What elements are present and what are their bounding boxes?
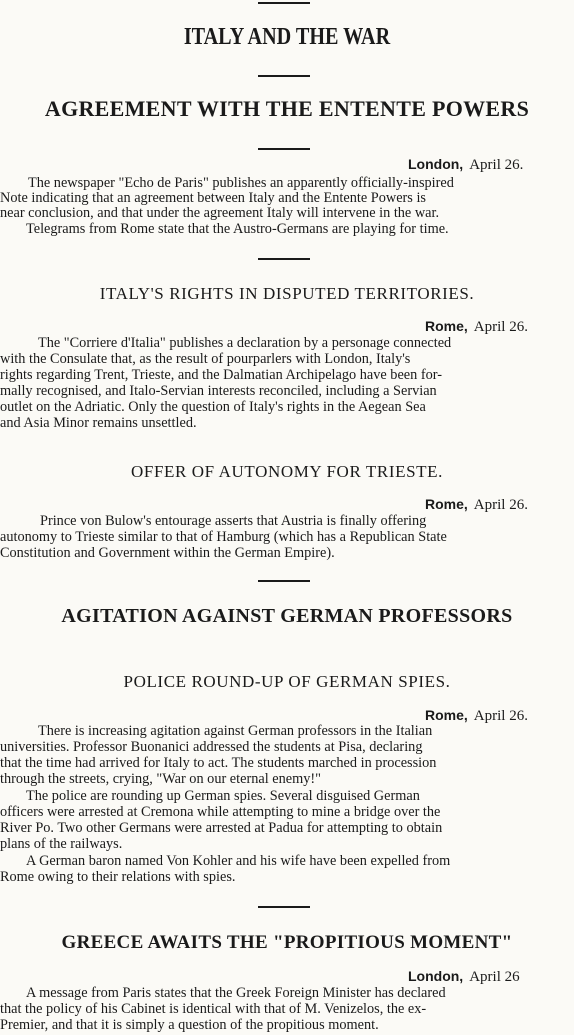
dateline-date: April 26: [469, 969, 520, 985]
article-line: that the time had arrived for Italy to act. The students marched in procession: [0, 755, 437, 771]
dateline-place: Rome,: [425, 318, 468, 334]
article-line: rights regarding Trent, Trieste, and the Dalmatian Archipelago have been for-: [0, 367, 443, 383]
dateline-date: April 26.: [469, 157, 524, 173]
article-heading: OFFER OF AUTONOMY FOR TRIESTE.: [131, 462, 443, 481]
article-line: A message from Paris states that the Greek Foreign Minister has declared: [26, 985, 446, 1001]
dateline: [408, 156, 523, 174]
article-line: Note indicating that an agreement between Italy and the Entente Powers is: [0, 190, 426, 206]
article-line: Telegrams from Rome state that the Austro-Germans are playing for time.: [26, 221, 449, 237]
article-line: Premier, and that it is simply a question of the propitious moment.: [0, 1017, 379, 1033]
article-line: through the streets, crying, "War on our eternal enemy!": [0, 771, 321, 787]
page-title: ITALY AND THE WAR: [183, 24, 391, 50]
dateline-place: London,: [408, 968, 464, 984]
dateline: [425, 496, 528, 514]
rule: [258, 75, 310, 77]
article-line: There is increasing agitation against German professors in the Italian: [38, 723, 433, 739]
article-line: plans of the railways.: [0, 836, 123, 852]
article-line: autonomy to Trieste similar to that of Hamburg (which has a Republican State: [0, 529, 447, 545]
dateline-date: April 26.: [473, 319, 528, 335]
article-line: mally recognised, and Italo-Servian interests reconciled, including a Servian: [0, 383, 437, 399]
article-heading: AGREEMENT WITH THE ENTENTE POWERS: [44, 96, 530, 121]
article-heading: AGITATION AGAINST GERMAN PROFESSORS: [61, 605, 513, 627]
article-line: and Asia Minor remains unsettled.: [0, 415, 197, 431]
rule: [258, 258, 310, 260]
dateline: [425, 707, 528, 725]
dateline-place: London,: [408, 156, 464, 172]
article-line: The newspaper "Echo de Paris" publishes an apparently officially-inspired: [28, 175, 454, 191]
article-line: outlet on the Adriatic. Only the question of Italy's rights in the Aegean Sea: [0, 399, 426, 415]
dateline: [425, 318, 528, 336]
article-line: officers were arrested at Cremona while attempting to mine a bridge over the: [0, 804, 441, 820]
article-line: universities. Professor Buonanici addressed the students at Pisa, declaring: [0, 739, 423, 755]
article-heading: GREECE AWAITS THE "PROPITIOUS MOMENT": [61, 932, 513, 953]
article-subheading: POLICE ROUND-UP OF GERMAN SPIES.: [123, 672, 451, 691]
dateline-place: Rome,: [425, 496, 468, 512]
rule: [258, 2, 310, 4]
rule: [258, 906, 310, 908]
article-line: The "Corriere d'Italia" publishes a declaration by a personage connected: [38, 335, 452, 351]
article-line: A German baron named Von Kohler and his wife have been expelled from: [26, 853, 451, 869]
dateline: [408, 968, 520, 986]
article-line: that the policy of his Cabinet is identical with that of M. Venizelos, the ex-: [0, 1001, 427, 1017]
article-line: River Po. Two other Germans were arrested at Padua for attempting to obtain: [0, 820, 443, 836]
article-heading: ITALY'S RIGHTS IN DISPUTED TERRITORIES.: [99, 284, 475, 303]
dateline-date: April 26.: [473, 708, 528, 724]
article-line: Rome owing to their relations with spies.: [0, 869, 236, 885]
article-line: Constitution and Government within the German Empire).: [0, 545, 335, 561]
article-line: near conclusion, and that under the agreement Italy will intervene in the war.: [0, 205, 440, 221]
rule: [258, 148, 310, 150]
dateline-date: April 26.: [473, 497, 528, 513]
article-line: Prince von Bulow's entourage asserts that Austria is finally offering: [40, 513, 427, 529]
article-line: with the Consulate that, as the result of pourparlers with London, Italy's: [0, 351, 411, 367]
article-line: The police are rounding up German spies. Several disguised German: [26, 788, 420, 804]
rule: [258, 580, 310, 582]
dateline-place: Rome,: [425, 707, 468, 723]
